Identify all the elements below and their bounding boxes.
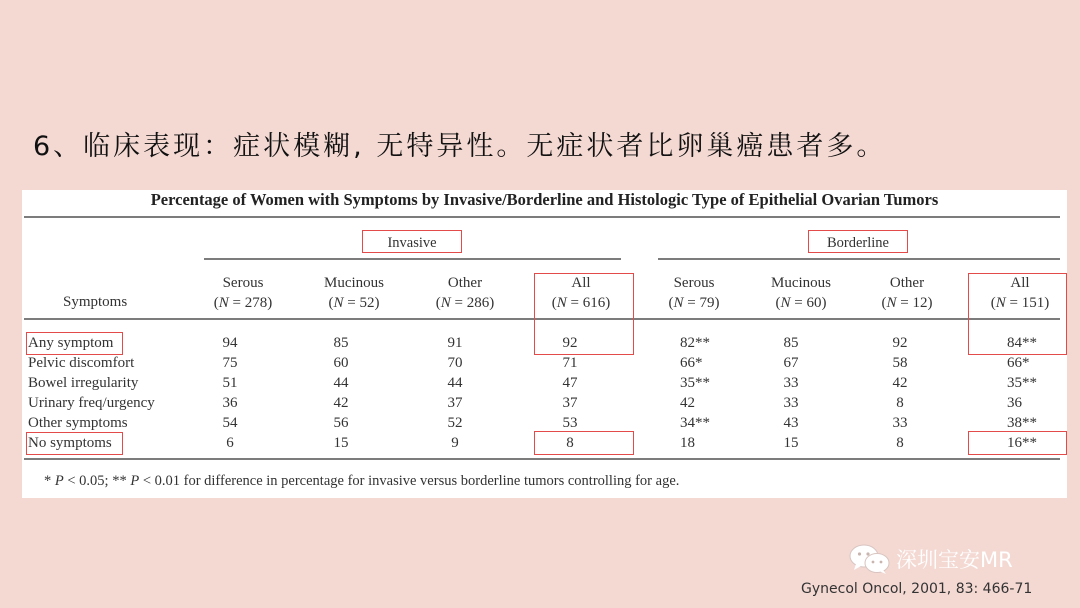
citation: Gynecol Oncol, 2001, 83: 466-71 <box>801 581 1033 597</box>
table-cell: 36 <box>222 395 238 411</box>
table-cell: 85 <box>333 335 349 351</box>
table-cell: 35** <box>1007 375 1037 391</box>
invasive-rule <box>204 258 621 260</box>
col-header: Other (N = 286) <box>435 275 495 311</box>
table-cell: 42 <box>892 375 908 391</box>
wechat-icon <box>848 543 892 575</box>
table-cell: 42 <box>333 395 349 411</box>
col-header: Mucinous (N = 60) <box>771 275 831 311</box>
table-cell: 15 <box>333 435 349 451</box>
group-borderline: Borderline <box>826 235 889 251</box>
highlight-borderline <box>808 230 908 253</box>
table-footnote: * P < 0.05; ** P < 0.01 for difference in percentage for invasive versus borderline tumors controlling for age. <box>44 473 680 489</box>
borderline-rule <box>658 258 1060 260</box>
symptoms-header: Symptoms <box>63 294 128 310</box>
table-cell: 84** <box>1007 335 1037 351</box>
table-cell: 33 <box>892 415 908 431</box>
row-label: Any symptom <box>28 335 114 351</box>
table-cell: 67 <box>783 355 799 371</box>
col-header: Mucinous (N = 52) <box>324 275 384 311</box>
table-cell: 53 <box>562 415 578 431</box>
table-panel <box>22 190 1067 498</box>
table-cell: 33 <box>783 395 799 411</box>
table-cell: 54 <box>222 415 238 431</box>
bottom-rule <box>24 458 1060 460</box>
top-rule <box>24 216 1060 218</box>
table-cell: 34** <box>680 415 710 431</box>
table-cell: 33 <box>783 375 799 391</box>
table-cell: 91 <box>447 335 463 351</box>
row-label: Other symptoms <box>28 415 128 431</box>
table-cell: 51 <box>222 375 238 391</box>
table-cell: 36 <box>1007 395 1022 411</box>
table-cell: 16** <box>1007 435 1037 451</box>
row-label: No symptoms <box>28 435 112 451</box>
table-cell: 85 <box>783 335 799 351</box>
group-invasive: Invasive <box>387 235 437 251</box>
highlight-invasive <box>362 230 462 253</box>
table-cell: 71 <box>562 355 578 371</box>
table-cell: 42 <box>680 395 695 411</box>
slide-title: 6、临床表现：症状模糊, 无特异性。无症状者比卵巢癌患者多。 <box>33 131 887 162</box>
table-cell: 66* <box>1007 355 1030 371</box>
watermark <box>848 543 1013 575</box>
col-header: Serous (N = 278) <box>213 275 273 311</box>
table-cell: 70 <box>447 355 463 371</box>
table-cell: 52 <box>447 415 463 431</box>
table-cell: 60 <box>333 355 349 371</box>
col-header: All (N = 151) <box>990 275 1050 311</box>
col-header: All (N = 616) <box>551 275 611 311</box>
table-cell: 18 <box>680 435 695 451</box>
table-cell: 37 <box>562 395 578 411</box>
table-cell: 92 <box>562 335 578 351</box>
table-cell: 82** <box>680 335 710 351</box>
col-header: Other (N = 12) <box>881 275 933 311</box>
row-label: Pelvic discomfort <box>28 355 135 371</box>
table-cell: 15 <box>783 435 799 451</box>
table-cell: 38** <box>1007 415 1037 431</box>
row-label: Bowel irregularity <box>28 375 139 391</box>
table-cell: 8 <box>896 395 904 411</box>
table-cell: 66* <box>680 355 703 371</box>
table-cell: 94 <box>222 335 238 351</box>
table-cell: 9 <box>451 435 459 451</box>
table-cell: 56 <box>333 415 349 431</box>
table-cell: 92 <box>892 335 908 351</box>
table-cell: 8 <box>566 435 574 451</box>
table-cell: 58 <box>892 355 908 371</box>
col-header: Serous (N = 79) <box>668 275 720 311</box>
table-cell: 44 <box>447 375 463 391</box>
table-cell: 47 <box>562 375 578 391</box>
table-cell: 37 <box>447 395 463 411</box>
row-label: Urinary freq/urgency <box>28 395 155 411</box>
table-cell: 75 <box>222 355 238 371</box>
table-cell: 43 <box>783 415 799 431</box>
table-cell: 6 <box>226 435 234 451</box>
table-cell: 8 <box>896 435 904 451</box>
watermark-text: 深圳宝安MR <box>896 548 1013 572</box>
table-title: Percentage of Women with Symptoms by Invasive/Borderline and Histologic Type of Epithelial Ovarian Tumors <box>150 190 939 209</box>
table-cell: 44 <box>333 375 349 391</box>
table-cell: 35** <box>680 375 710 391</box>
